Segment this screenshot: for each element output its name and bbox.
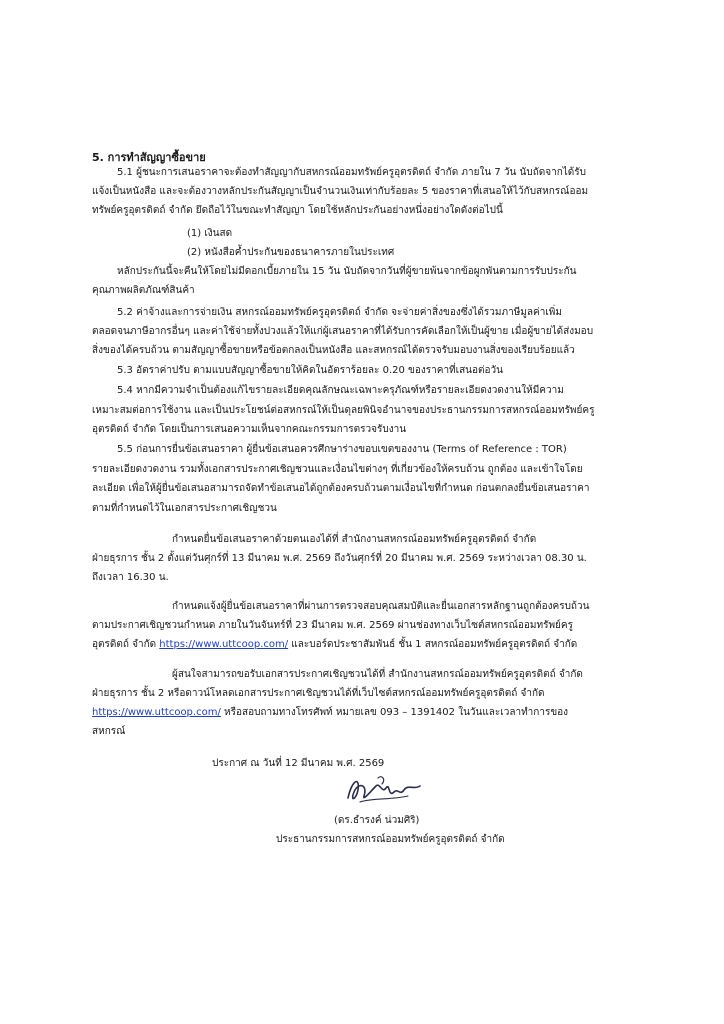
announcement-line: ตามประกาศเชิญชวนกำหนด ภายในวันจันทร์ที่ 23 มีนาคม พ.ศ. 2569 ผ่านช่องทางเว็บไซต์สหกรณ์ออมทรัพย์ครู: [92, 620, 573, 631]
submission-line: กำหนดยื่นข้อเสนอราคาด้วยตนเองได้ที่ สำนักงานสหกรณ์ออมทรัพย์ครูอุตรดิตถ์ จำกัด: [172, 534, 537, 545]
submission-line: ฝ่ายธุรการ ชั้น 2 ตั้งแต่วันศุกร์ที่ 13 มีนาคม พ.ศ. 2569 ถึงวันศุกร์ที่ 20 มีนาคม พ.ศ. 2569 ระหว่างเวลา 08.30 น.: [92, 553, 587, 564]
announcement-line: กำหนดแจ้งผู้ยื่นข้อเสนอราคาที่ผ่านการตรวจสอบคุณสมบัติและยื่นเอกสารหลักฐานถูกต้องครบถ้วน: [172, 601, 590, 612]
clause-5-4-line: เหมาะสมต่อการใช้งาน และเป็นประโยชน์ต่อสหกรณ์ให้เป็นดุลยพินิจอำนาจของประธานกรรมการสหกรณ์ออมทรัพย์ครู: [92, 405, 595, 416]
clause-5-2-line: สิ่งของได้ครบถ้วน ตามสัญญาซื้อขายหรือข้อตกลงเป็นหนังสือ และสหกรณ์ได้ตรวจรับมอบงานสิ่งของเรียบร้อยแล้ว: [92, 345, 575, 356]
clause-5-4-line: 5.4 หากมีความจำเป็นต้องแก้ไขรายละเอียดคุณลักษณะเฉพาะครุภัณฑ์หรือรายละเอียดงวดงานให้มีความ: [117, 385, 564, 396]
clause-5-1-line: หลักประกันนี้จะคืนให้โดยไม่มีดอกเบี้ยภายใน 15 วัน นับถัดจากวันที่ผู้ขายพ้นจากข้อผูกพันตามการรับประกัน: [117, 266, 577, 277]
announcement-text: อุตรดิตถ์ จำกัด: [92, 639, 160, 650]
clause-5-4-line: อุตรดิตถ์ จำกัด โดยเป็นการเสนอความเห็นจากคณะกรรมการตรวจรับงาน: [92, 424, 407, 435]
inquiry-text: หรือสอบถามทางโทรศัพท์ หมายเลข 093 – 1391402 ในวันและเวลาทำการของ: [220, 707, 569, 718]
clause-5-2-line: 5.2 ค่าจ้างและการจ่ายเงิน สหกรณ์ออมทรัพย์ครูอุตรดิตถ์ จำกัด จะจ่ายค่าสิ่งของซึ่งได้รวมภาษีมูลค่าเพิ่ม: [117, 307, 562, 318]
clause-5-1-item: (2) หนังสือค้ำประกันของธนาคารภายในประเทศ: [187, 247, 395, 258]
signature-image: [338, 768, 428, 812]
clause-5-5-line: รายละเอียดงวดงาน รวมทั้งเอกสารประกาศเชิญชวนและเงื่อนไขต่างๆ ที่เกี่ยวข้องให้ครบถ้วน ถูกต้อง และเข้าใจโดย: [92, 464, 583, 475]
clause-5-1-line: ทรัพย์ครูอุตรดิตถ์ จำกัด ยึดถือไว้ในขณะทำสัญญา โดยใช้หลักประกันอย่างหนึ่งอย่างใดดังต่อไปนี้: [92, 205, 503, 216]
inquiry-line: [92, 706, 568, 719]
announcement-text: และบอร์ดประชาสัมพันธ์ ชั้น 1 สหกรณ์ออมทรัพย์ครูอุตรดิตถ์ จำกัด: [288, 639, 578, 650]
clause-5-3-line: 5.3 อัตราค่าปรับ ตามแบบสัญญาซื้อขายให้คิดในอัตราร้อยละ 0.20 ของราคาที่เสนอต่อวัน: [117, 365, 503, 376]
inquiry-line: ฝ่ายธุรการ ชั้น 2 หรือดาวน์โหลดเอกสารประกาศเชิญชวนได้ที่เว็บไซต์สหกรณ์ออมทรัพย์ครูอุตรดิตถ์ จำกัด: [92, 688, 545, 699]
clause-5-1-line: 5.1 ผู้ชนะการเสนอราคาจะต้องทำสัญญากับสหกรณ์ออมทรัพย์ครูอุตรดิตถ์ จำกัด ภายใน 7 วัน นับถัดจากได้รับ: [117, 167, 587, 178]
inquiry-line: สหกรณ์: [92, 726, 126, 737]
announcement-line: [92, 638, 577, 651]
clause-5-1-line: แจ้งเป็นหนังสือ และจะต้องวางหลักประกันสัญญาเป็นจำนวนเงินเท่ากับร้อยละ 5 ของราคาที่เสนอให้ไว้กับสหกรณ์ออม: [92, 186, 589, 197]
announcement-date: ประกาศ ณ วันที่ 12 มีนาคม พ.ศ. 2569: [212, 758, 385, 769]
clause-5-5-line: ละเอียด เพื่อให้ผู้ยื่นข้อเสนอสามารถจัดทำข้อเสนอได้ถูกต้องครบถ้วนตามเงื่อนไขที่กำหนด ก่อนตกลงยื่นข้อเสนอราคา: [92, 483, 590, 494]
clause-5-5-line: ตามที่กำหนดไว้ในเอกสารประกาศเชิญชวน: [92, 503, 277, 514]
inquiry-line: ผู้สนใจสามารถขอรับเอกสารประกาศเชิญชวนได้ที่ สำนักงานสหกรณ์ออมทรัพย์ครูอุตรดิตถ์ จำกัด: [172, 669, 583, 680]
signer-title: ประธานกรรมการสหกรณ์ออมทรัพย์ครูอุตรดิตถ์ จำกัด: [276, 834, 505, 845]
clause-5-1-item: (1) เงินสด: [187, 228, 233, 239]
clause-5-5-line: 5.5 ก่อนการยื่นข้อเสนอราคา ผู้ยื่นข้อเสนอควรศึกษาร่างขอบเขตของงาน (Terms of Reference : TOR): [117, 444, 567, 455]
signer-name: (ดร.ธำรงค์ น่วมศิริ): [334, 815, 420, 826]
website-link[interactable]: https://www.uttcoop.com/: [159, 639, 289, 650]
submission-line: ถึงเวลา 16.30 น.: [92, 572, 169, 583]
section-heading: 5. การทำสัญญาซื้อขาย: [92, 151, 206, 164]
website-link[interactable]: https://www.uttcoop.com/: [92, 707, 221, 718]
clause-5-2-line: ตลอดจนภาษีอากรอื่นๆ และค่าใช้จ่ายทั้งปวงแล้วให้แก่ผู้เสนอราคาที่ได้รับการคัดเลือกให้เป็นผู้ขาย เมื่อผู้ขายได้ส่งมอบ: [92, 326, 594, 337]
clause-5-1-line: คุณภาพผลิตภัณฑ์สินค้า: [92, 285, 195, 296]
